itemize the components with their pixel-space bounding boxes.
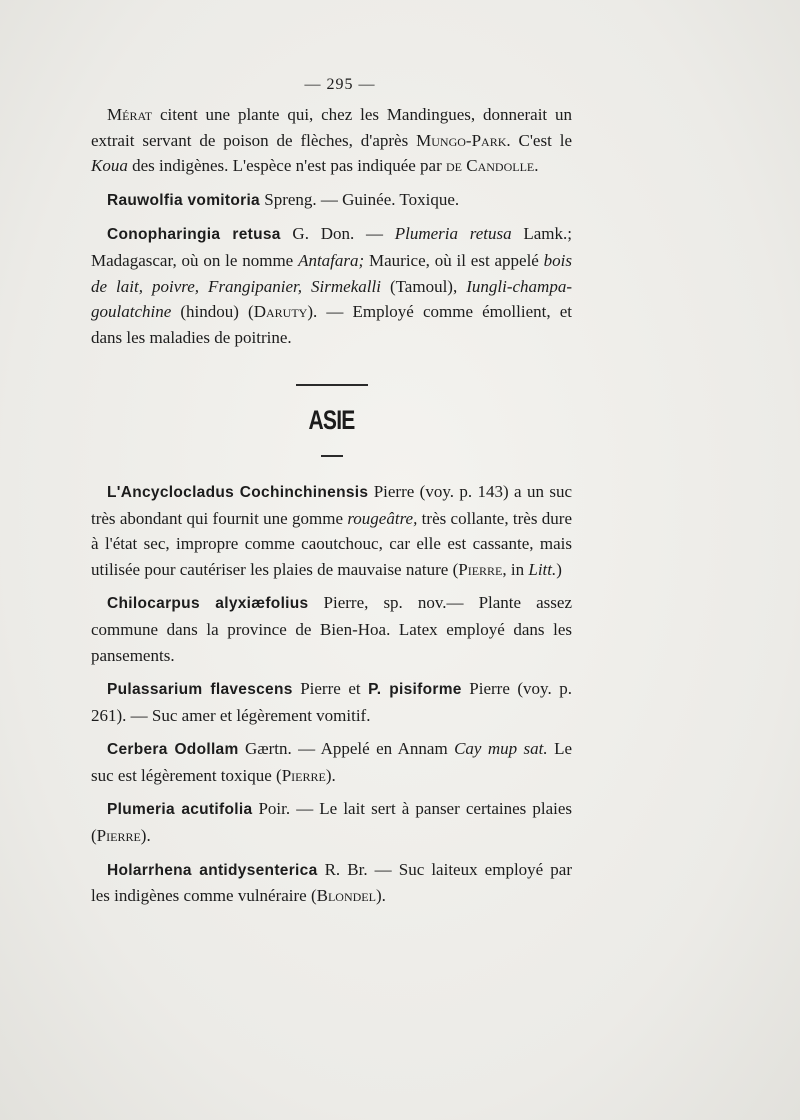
text-run: Pierre, sp. nov.— Plante assez commune dans la province de Bien-Hoa. Latex employé dans les pansements. [91,593,572,665]
text-run: Poir. — Le lait sert à panser certaines plaies ( [91,799,573,846]
species-name: Holarrhena antidysenterica [107,861,318,879]
term-koua: Koua [91,156,128,176]
text-run: . C'est le [506,130,572,150]
species-name: Conopharingia retusa [107,226,281,244]
text-run: ) [556,559,562,579]
text-run: G. Don. — [280,224,395,244]
species-name: Cerbera Odollam [107,741,239,759]
text-run: (Tamoul), [380,276,467,296]
text-run: ). [140,826,151,846]
text-run: Maurice, où il est appelé [364,250,544,270]
entry-conopharingia [91,221,572,350]
synonym: Plumeria retusa [394,224,512,244]
paragraph-merat [91,102,572,179]
text-run: (hindou) ( [171,302,254,322]
entry-plumeria [91,796,572,848]
text-run: Pierre (voy. p. 143) a un suc très abondant qui fournit une gomme [91,481,573,528]
text-run: ). — Employé comme émollient, et dans les maladies de poitrine. [91,302,572,347]
text-run: ). [325,765,336,785]
species-name: Chilocarpus alyxiæfolius [107,595,309,613]
vernacular-name: bois de lait, poivre, Frangipanier, Sirmekalli [91,250,573,296]
author-de-candolle: de Candolle [446,156,535,176]
section-divider [296,384,368,386]
author-pierre: Pierre [281,765,326,785]
entry-pulassarium [91,676,572,728]
entry-holarrhena [91,857,572,909]
text-run: , in [502,559,529,579]
entry-rauwolfia [91,187,572,214]
term-emphasis: rougeâtre, [347,508,418,528]
author-blondel: Blondel [316,886,376,906]
species-name: Plumeria acutifolia [107,801,253,819]
vernacular-name: Cay mup sat. [454,739,548,759]
text-run: Le suc est légèrement toxique ( [91,739,572,785]
text-run: Gærtn. — Appelé en Annam [238,739,455,759]
species-name: L'Ancyclocladus Cochinchinensis [107,483,369,501]
text-run: Spreng. — Guinée. Toxique. [259,189,460,209]
species-name: Pulassarium flavescens [107,681,293,699]
species-name: P. pisiforme [368,681,462,699]
author-pierre: Pierre [458,559,503,579]
author-daruty: Daruty [253,302,308,322]
text-run: des indigènes. L'espèce n'est pas indiquée par [127,156,447,176]
text-run: ). [375,886,386,906]
entry-cerbera [91,736,572,788]
author-merat: Mérat [107,105,153,124]
section-title: ASIE [308,405,355,436]
section-heading [91,405,572,437]
text-run: très collante, très dure à l'état sec, impropre comme caoutchouc, car elle est cassante, mais utilisée pour cautériser les plaies de mauvaise nature ( [91,508,572,579]
page-body [91,102,572,909]
author-mungo-park: Mungo-Park [416,130,507,150]
text-run: Lamk.; Madagascar, où on le nomme [91,224,572,270]
text-run: . [534,156,539,176]
text-run: citent une plante qui, chez les Mandingues, donnerait un extrait servant de poison de flèches, d'après [91,105,572,150]
vernacular-name: Iungli-champa-goulatchine [91,276,572,322]
page-number: — 295 — [304,76,376,93]
entry-chilocarpus [91,590,572,668]
text-run: R. Br. — Suc laiteux employé par les indigènes comme vulnéraire ( [91,859,573,906]
entry-ancyclocladus [91,479,572,582]
text-run: Pierre et [292,679,369,699]
text-run: Pierre (voy. p. 261). — Suc amer et légèrement vomitif. [91,679,572,725]
author-pierre: Pierre [96,826,141,846]
vernacular-name: Antafara; [298,250,365,270]
section-divider-short [321,455,343,457]
species-name: Rauwolfia vomitoria [107,191,260,209]
reference: Litt. [528,559,557,579]
